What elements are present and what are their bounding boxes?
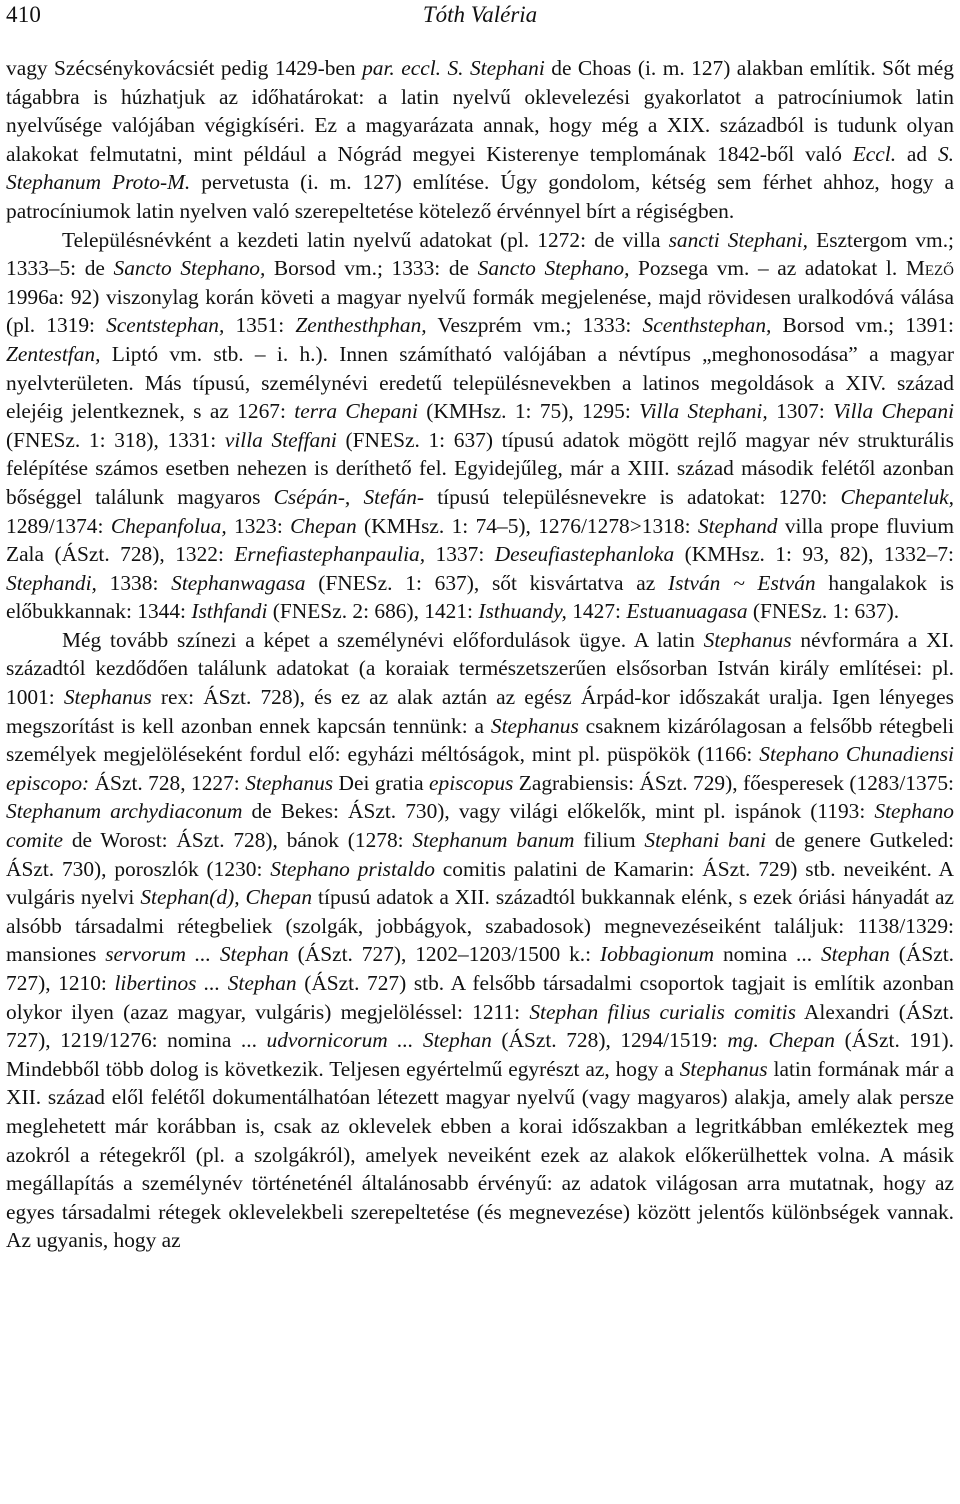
- italic-run: Deseufiastephanloka: [494, 542, 675, 567]
- text-run: Borsod vm.; 1391:: [771, 313, 954, 338]
- text-run: rex: ÁSzt. 728), és ez az alak aztán az egész Árpád-kor időszakát uralja. Igen lényeges megszorítást is kell azonban ennek kapcsán tennünk: a: [6, 685, 954, 738]
- italic-run: Sancto Stephano,: [113, 256, 266, 281]
- italic-run: mg. Chepan: [727, 1028, 836, 1053]
- italic-run: Estuanuagasa: [626, 599, 748, 624]
- text-run: vagy Szécsénykovácsiét pedig 1429-ben: [6, 56, 363, 80]
- text-run: 1338:: [96, 570, 172, 595]
- text-run: névformára a XI. századtól kezdődően találunk adatokat (a koraiak természetszerűen elsősorban István király említései: pl. 1001:: [6, 627, 954, 710]
- text-run: filium: [574, 828, 645, 853]
- italic-run: Stephand: [697, 513, 778, 538]
- italic-run: par. eccl. S. Stephani: [362, 56, 545, 80]
- italic-run: Stephanus: [63, 685, 152, 710]
- text-run: ÁSzt. 728, 1227:: [89, 770, 246, 795]
- body-text: [6, 54, 954, 1255]
- italic-run: István ~ Estván: [668, 570, 816, 595]
- text-run: de genere Gutkeled: ÁSzt. 730), poroszlók (1230:: [6, 828, 955, 881]
- text-run: Esztergom vm.; 1333–5: de: [6, 227, 954, 281]
- text-run: (ÁSzt. 727), 1202–1203/1500 k.:: [288, 942, 600, 967]
- text-run: Alexandri (ÁSzt. 727), 1219/1276: nomina ...: [6, 999, 954, 1053]
- page-number: 410: [6, 2, 42, 27]
- text-run: Még tovább színezi a képet a személynévi előfordulások ügye. A latin: [62, 627, 704, 652]
- text-run: 1289/1374:: [6, 513, 111, 538]
- text-run: (KMHsz. 1: 74–5), 1276/1278>1318:: [356, 513, 698, 538]
- text-run: de Worost: ÁSzt. 728), bánok (1278:: [63, 828, 413, 853]
- paragraph: [6, 54, 954, 226]
- italic-run: Chepan: [290, 513, 357, 538]
- text-run: Pozsega vm. – az adatokat l.: [629, 256, 906, 281]
- italic-run: Stephanwagasa: [171, 570, 306, 595]
- paragraph: [6, 626, 954, 1255]
- italic-run: Stephanus: [703, 627, 792, 652]
- italic-run: Stephanum banum: [412, 828, 575, 853]
- text-run: nomina ...: [714, 942, 821, 967]
- italic-run: Chepanteluk,: [840, 484, 954, 509]
- italic-run: Stephan filius curialis comitis: [529, 999, 796, 1024]
- text-run: de Bekes: ÁSzt. 730), vagy világi előkelők, mint pl. ispánok (1193:: [242, 799, 875, 824]
- italic-run: Stephano Chunadiensi episcopo:: [6, 742, 954, 795]
- italic-run: Stephanus: [679, 1056, 768, 1081]
- text-run: villa prope fluvium Zala (ÁSzt. 728), 1322:: [6, 513, 955, 567]
- text-run: pervetusta (i. m. 127) említése. Úgy gondolom, kétség sem férhet ahhoz, hogy a patrocíniumok latin nyelven való szerepeltetése kötelező érvénnyel bírt a régiségben.: [6, 170, 954, 223]
- text-run: Borsod vm.; 1333: de: [265, 256, 478, 281]
- italic-run: Eccl.: [852, 141, 897, 166]
- italic-run: Iobbagionum: [599, 942, 715, 967]
- italic-run: udvornicorum ... Stephan: [266, 1028, 492, 1053]
- italic-run: Stephano pristaldo: [270, 856, 435, 881]
- italic-run: Scenthstephan,: [642, 313, 772, 338]
- text-run: Településnévként a kezdeti latin nyelvű adatokat (pl. 1272: de villa: [62, 227, 669, 252]
- italic-run: Csépán-, Stefán-: [273, 484, 425, 509]
- italic-run: Stephanus: [490, 713, 579, 738]
- italic-run: Sancto Stephano,: [477, 256, 630, 281]
- text-run: (ÁSzt. 727) stb. A felsőbb társadalmi csoportok tagjait is említik azonban olykor ilyen (azaz magyar, vulgáris) megjelöléssel: 1211:: [6, 971, 954, 1024]
- text-run: Liptó vm. stb. – i. h.). Innen számítható valójában a névtípus „meghonosodása” a magyar nyelvterületen. Más típusú, személynévi eredetű településnevekben a latinos megoldások a XIV. század elejéig jelentkeznek, s az 1267:: [6, 341, 954, 424]
- italic-run: Villa Chepani: [833, 399, 955, 424]
- text-run: 1351:: [224, 313, 296, 338]
- text-run: (FNESz. 1: 637).: [747, 599, 900, 624]
- text-run: (FNESz. 1: 318), 1331:: [6, 427, 225, 452]
- running-header: [6, 0, 954, 34]
- text-run: típusú adatok a XII. századtól bukkannak elénk, s ezek óriási hányadát az alsóbb társadalmi rétegbeliek (szolgák, jobbágyok, szabadosok) megnevezéseiként találjuk: 1138/1329: mansiones: [6, 885, 954, 967]
- text-run: de Choas (i. m. 127) alakban említik. Sőt még tágabbra is húzhatjuk az időhatárokat: a latin nyelvű oklevelezési gyakorlatot a patrocíniumok latin nyelvűsége valójában végigkíséri. Ez a magyarázata annak, hogy még a XIX. századból is tudunk olyan alakokat felmutatni, mint például a Nógrád megyei Kisterenye templomának 1842-ből való: [6, 56, 954, 166]
- italic-run: Stephanum archydiaconum: [6, 799, 243, 824]
- italic-run: Chepanfolua,: [110, 513, 227, 538]
- italic-run: Stephano comite: [6, 799, 954, 853]
- italic-run: Scentstephan,: [106, 313, 225, 338]
- author-running-head: Tóth Valéria: [422, 2, 538, 27]
- italic-run: servorum ... Stephan: [105, 942, 289, 967]
- text-run: (ÁSzt. 727), 1210:: [6, 942, 955, 995]
- text-run: típusú településnevekre is adatokat: 1270:: [424, 484, 841, 509]
- text-run: (FNESz. 1: 637), sőt kisvártatva az: [305, 570, 669, 595]
- italic-run: villa Steffani: [224, 427, 337, 452]
- italic-run: Stephan(d), Chepan: [140, 885, 313, 910]
- text-run: latin formának már a XII. század elől felétől dokumentálhatóan létezett magyar nyelvű (vagy magyaros) alakja, amely alak persze meglehetett már korábban is, csak az oklevelek ebben a korai időszakban a legritkábban emlékeztek meg azokról a rétegekről (pl. a szolgákról), amelyek neveiként ezek az alakok előkerülhettek volna. A másik megállapítás a személynév történeténél általánosabb érvényű: az adatok világosan arra mutatnak, hogy az egyes társadalmi rétegek oklevelekbeli szerepeltetése (és megnevezése) között jelentős különbségek vannak. Az ugyanis, hogy az: [6, 1056, 954, 1253]
- text-run: 1323:: [226, 513, 291, 538]
- text-run: 1337:: [425, 542, 495, 567]
- italic-run: terra Chepani: [294, 399, 418, 424]
- text-run: Veszprém vm.; 1333:: [426, 313, 643, 338]
- text-run: (ÁSzt. 728), 1294/1519:: [491, 1028, 728, 1053]
- text-run: Dei gratia: [333, 770, 429, 795]
- text-run: 1996a: 92) viszonylag korán követi a magyar nyelvű formák megjelenése, majd rövidesen uralkodóvá válása (pl. 1319:: [6, 284, 954, 338]
- text-run: (FNESz. 2: 686), 1421:: [267, 599, 479, 624]
- text-run: (FNESz. 1: 637) típusú adatok mögött rejlő magyar név strukturális felépítése számos esetben nehezen is deríthető fel. Egyidejűleg, már a XIII. század második felétől azonban bőséggel találunk magyaros: [6, 427, 954, 509]
- text-run: (KMHsz. 1: 75), 1295:: [417, 399, 640, 424]
- text-run: Zagrabiensis: ÁSzt. 729), főesperesek (1283/1375:: [513, 770, 954, 795]
- italic-run: libertinos ... Stephan: [114, 971, 297, 995]
- text-run: 1307:: [767, 399, 834, 424]
- italic-run: Stephandi,: [6, 570, 97, 595]
- text-run: 1427:: [566, 599, 627, 624]
- italic-run: Zenthesthphan,: [295, 313, 427, 338]
- italic-run: Zentestfan,: [6, 341, 101, 366]
- small-caps-run: Mező: [905, 256, 955, 281]
- text-run: comitis palatini de Kamarin: ÁSzt. 729) stb. neveiként. A vulgáris nyelvi: [6, 856, 955, 910]
- italic-run: Villa Stephani,: [639, 399, 768, 424]
- text-run: ad: [896, 141, 938, 166]
- italic-run: Stephani bani: [644, 828, 767, 853]
- italic-run: episcopus: [429, 770, 514, 795]
- italic-run: Ernefiastephanpaulia,: [234, 542, 426, 567]
- italic-run: Stephan: [820, 942, 890, 967]
- italic-run: S. Stephanum Proto-M.: [6, 141, 954, 195]
- text-run: hangalakok is előbukkannak: 1344:: [6, 570, 955, 624]
- italic-run: Isthfandi: [191, 599, 268, 624]
- text-run: csaknem kizárólagosan a felsőbb rétegbeli személyek megjelöléseként fordul elő: egyházi méltóságok, mint pl. püspökök (1166:: [6, 713, 954, 767]
- paragraph: [6, 226, 954, 626]
- italic-run: Isthuandy,: [478, 599, 567, 624]
- italic-run: sancti Stephani,: [668, 227, 809, 252]
- text-run: (ÁSzt. 191). Mindebből több dolog is következik. Teljesen egyértelmű egyrészt az, hogy a: [6, 1028, 954, 1081]
- italic-run: Stephanus: [245, 770, 334, 795]
- text-run: (KMHsz. 1: 93, 82), 1332–7:: [674, 542, 954, 567]
